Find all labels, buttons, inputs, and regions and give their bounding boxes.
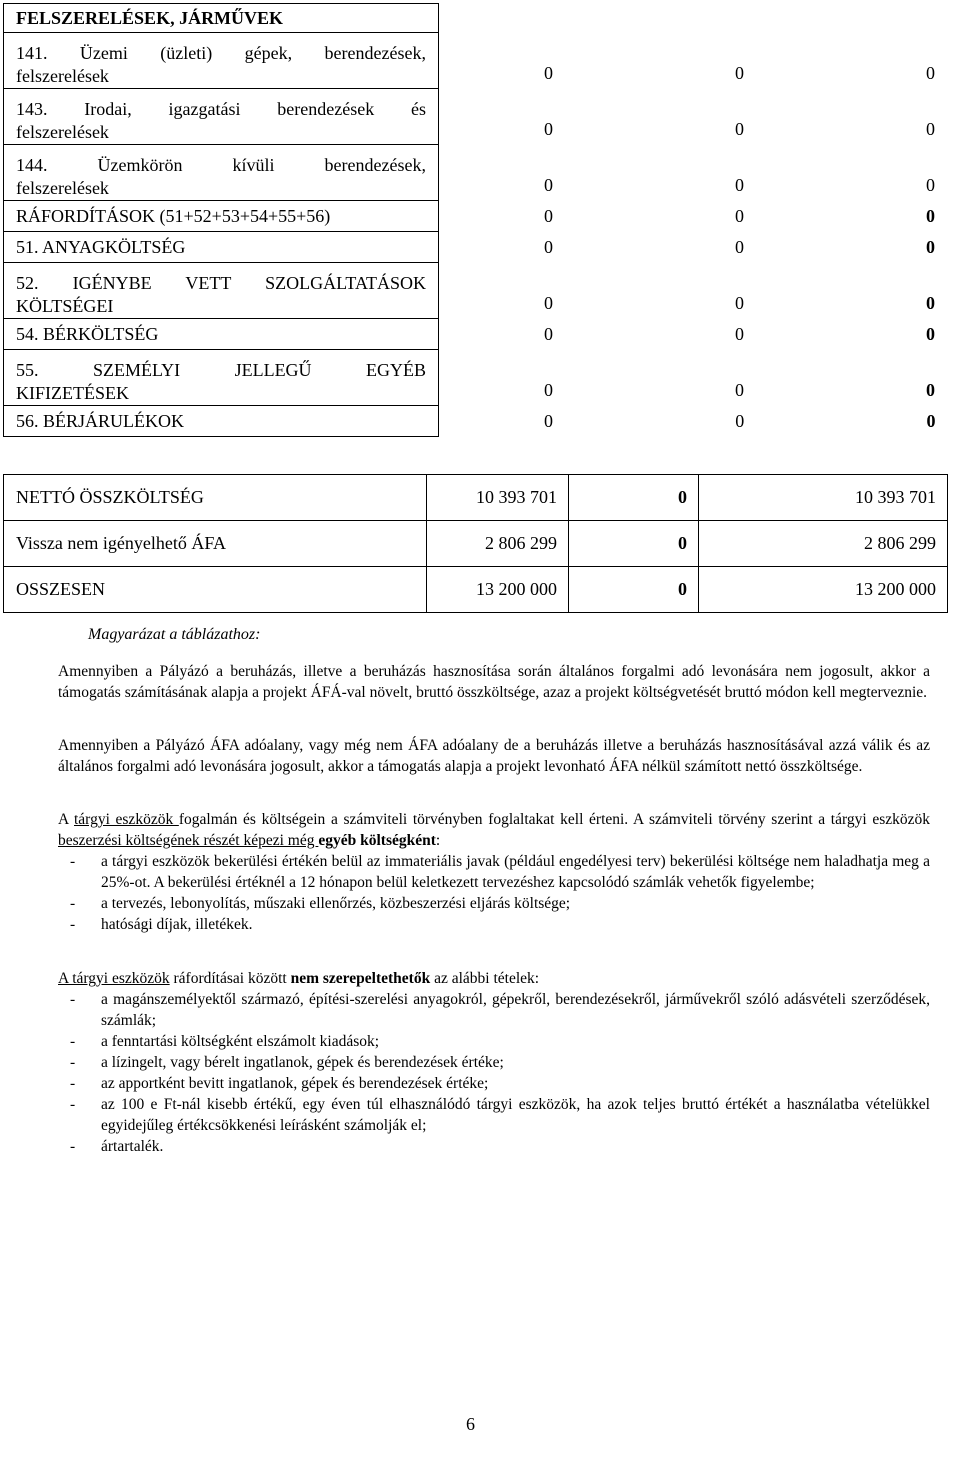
row-label-line1: 144. Üzemkörön kívüli berendezések, <box>16 155 426 175</box>
row-label-line2: felszerelések <box>16 178 109 198</box>
list-item: - a tárgyi eszközök bekerülési értékén belül az immateriális javak (például engedélyesi terv) bekerülési költsége nem haladhatja meg a 25%-ot. A bekerülési értéknél a 12 hónapon belül keletkezett tervezéshez kapcsolódó számlák vehetők figyelembe; <box>58 851 930 893</box>
cell-value: 0 <box>735 118 744 139</box>
cell-value: 0 <box>926 236 935 257</box>
cell-value: 0 <box>926 205 935 226</box>
row-label-line1: 52. IGÉNYBE VETT SZOLGÁLTATÁSOK <box>16 273 426 293</box>
row-label-line1: 141. Üzemi (üzleti) gépek, berendezések, <box>16 43 426 63</box>
row-label: RÁFORDÍTÁSOK (51+52+53+54+55+56) <box>16 205 331 226</box>
row-label-line2: felszerelések <box>16 66 109 86</box>
cell-value: 13 200 000 <box>476 579 557 599</box>
cell-value: 0 <box>735 62 744 83</box>
table-row <box>4 319 946 350</box>
list-item: - a magánszemélyektől származó, építési-szerelési anyagokról, gépekről, berendezésekről, járművekről szóló adásvételi szerződések, számlák; <box>58 989 930 1031</box>
cell-value: 0 <box>926 118 935 139</box>
table-row <box>4 201 946 232</box>
list-item: - az apportként bevitt ingatlanok, gépek és berendezések értéke; <box>58 1073 930 1094</box>
cell-value: 13 200 000 <box>855 579 936 599</box>
cell-value: 0 <box>544 174 553 195</box>
cell-value: 0 <box>735 292 744 313</box>
row-label: 54. BÉRKÖLTSÉG <box>16 323 159 344</box>
cell-value: 0 <box>735 205 744 226</box>
totals-table <box>3 474 948 613</box>
cell-value: 2 806 299 <box>485 533 557 553</box>
table-header: FELSZERELÉSEK, JÁRMŰVEK <box>16 7 284 28</box>
table-row <box>4 145 946 201</box>
table-row <box>4 263 946 319</box>
paragraph-4: A tárgyi eszközök ráfordításai között nem szerepeltethetők az alábbi tételek: - a magánszemélyektől származó, építési-szerelési anyagokról, gépekről, berendezésekről, járművekről szóló adásvételi szerződések, számlák; - a fenntartási költségként elszámolt kiadások; - a lízingelt, vagy bérelt ingatlanok, gépek és berendezések értéke; - az apportként bevitt ingatlanok, gépek és berendezések értéke; - az 100 e Ft-nál kisebb értékű, egy éven túl elhasználódó tárgyi eszközök, ha azok teljes bruttó értékét a használatba vételükkel egyidejűleg értékcsökkenési leírásként számolják el; - ártartalék. <box>58 968 930 1157</box>
row-label-line2: KIFIZETÉSEK <box>16 383 129 403</box>
cell-value: 10 393 701 <box>855 487 936 507</box>
row-label: 56. BÉRJÁRULÉKOK <box>16 410 185 431</box>
list-item: - a lízingelt, vagy bérelt ingatlanok, gépek és berendezések értéke; <box>58 1052 930 1073</box>
table-row <box>4 89 946 145</box>
paragraph-3: A tárgyi eszközök fogalmán és költségein a számviteli törvényben foglaltakat kell érteni. A számviteli törvény szerint a tárgyi eszközök beszerzési költségének részét képezi még egyéb költségként: - a tárgyi eszközök bekerülési értékén belül az immateriális javak (például engedélyesi terv) bekerülési költsége nem haladhatja meg a 25%-ot. A bekerülési értéknél a 12 hónapon belül keletkezett tervezéshez kapcsolódó számlák vehetők figyelembe; - a tervezés, lebonyolítás, műszaki ellenőrzés, közbeszerzési eljárás költsége; - hatósági díjak, illetékek. <box>58 809 930 935</box>
cell-value: 0 <box>544 118 553 139</box>
row-label-line1: 143. Irodai, igazgatási berendezések és <box>16 99 426 119</box>
list-item: - az 100 e Ft-nál kisebb értékű, egy éven túl elhasználódó tárgyi eszközök, ha azok teljes bruttó értékét a használatba vételükkel egyidejűleg értékcsökkenési leírásként számolják el; <box>58 1094 930 1136</box>
table-row <box>4 232 946 263</box>
table-row <box>4 33 946 89</box>
cell-value: 0 <box>926 323 935 344</box>
row-label: OSSZESEN <box>16 579 106 599</box>
excluded-list <box>58 989 930 1157</box>
table-row <box>4 406 946 437</box>
row-label: Vissza nem igényelhető ÁFA <box>16 533 227 553</box>
list-item: - a fenntartási költségként elszámolt kiadások; <box>58 1031 930 1052</box>
row-label-line2: KÖLTSÉGEI <box>16 296 114 316</box>
cell-value: 0 <box>735 379 744 400</box>
row-label-line1: 55. SZEMÉLYI JELLEGŰ EGYÉB <box>16 360 426 380</box>
cell-value: 0 <box>735 410 745 431</box>
cell-value: 0 <box>926 174 935 195</box>
paragraph-2: Amennyiben a Pályázó ÁFA adóalany, vagy még nem ÁFA adóalany de a beruházás illetve a beruházás hasznosításával azzá válik és az általános forgalmi adó levonására jogosult, akkor a támogatás alapja a projekt levonható ÁFA nélkül számított nettó összköltsége. <box>58 737 930 775</box>
row-label: 51. ANYAGKÖLTSÉG <box>16 236 186 257</box>
cell-value: 0 <box>678 533 687 553</box>
list-item: - ártartalék. <box>58 1136 930 1157</box>
paragraph-1: Amennyiben a Pályázó a beruházás, illetve a beruházás hasznosítása során általános forgalmi adó levonására nem jogosult, akkor a támogatás számításának alapja a projekt ÁFÁ-val növelt, bruttó összköltsége, azaz a projekt költségvetését bruttó módon kell megterveznie. <box>58 663 930 701</box>
cell-value: 2 806 299 <box>864 533 936 553</box>
cell-value: 0 <box>926 62 935 83</box>
cell-value: 0 <box>544 205 553 226</box>
cell-value: 0 <box>735 236 744 257</box>
cell-value: 0 <box>926 292 935 313</box>
cell-value: 0 <box>544 323 553 344</box>
note-title: Magyarázat a táblázathoz: <box>88 626 261 643</box>
cell-value: 0 <box>678 579 687 599</box>
table-row <box>4 521 947 567</box>
cell-value: 0 <box>926 410 936 431</box>
cost-list <box>58 851 930 935</box>
cell-value: 0 <box>926 379 935 400</box>
cell-value: 0 <box>544 410 553 431</box>
cell-value: 0 <box>735 323 744 344</box>
list-item: - a tervezés, lebonyolítás, műszaki ellenőrzés, közbeszerzési eljárás költsége; <box>58 893 930 914</box>
cell-value: 0 <box>544 62 553 83</box>
cost-table <box>3 3 946 437</box>
cell-value: 0 <box>544 292 553 313</box>
page-number: 6 <box>466 1414 475 1434</box>
row-label-line2: felszerelések <box>16 122 109 142</box>
table-row <box>4 350 946 406</box>
cell-value: 0 <box>544 236 553 257</box>
table-row <box>4 567 947 613</box>
list-item: - hatósági díjak, illetékek. <box>58 914 930 935</box>
table-header-cell <box>4 4 439 33</box>
table-row <box>4 475 947 521</box>
cell-value: 10 393 701 <box>476 487 557 507</box>
cell-value: 0 <box>544 379 553 400</box>
row-label: NETTÓ ÖSSZKÖLTSÉG <box>16 487 204 507</box>
cell-value: 0 <box>678 487 687 507</box>
cell-value: 0 <box>735 174 744 195</box>
